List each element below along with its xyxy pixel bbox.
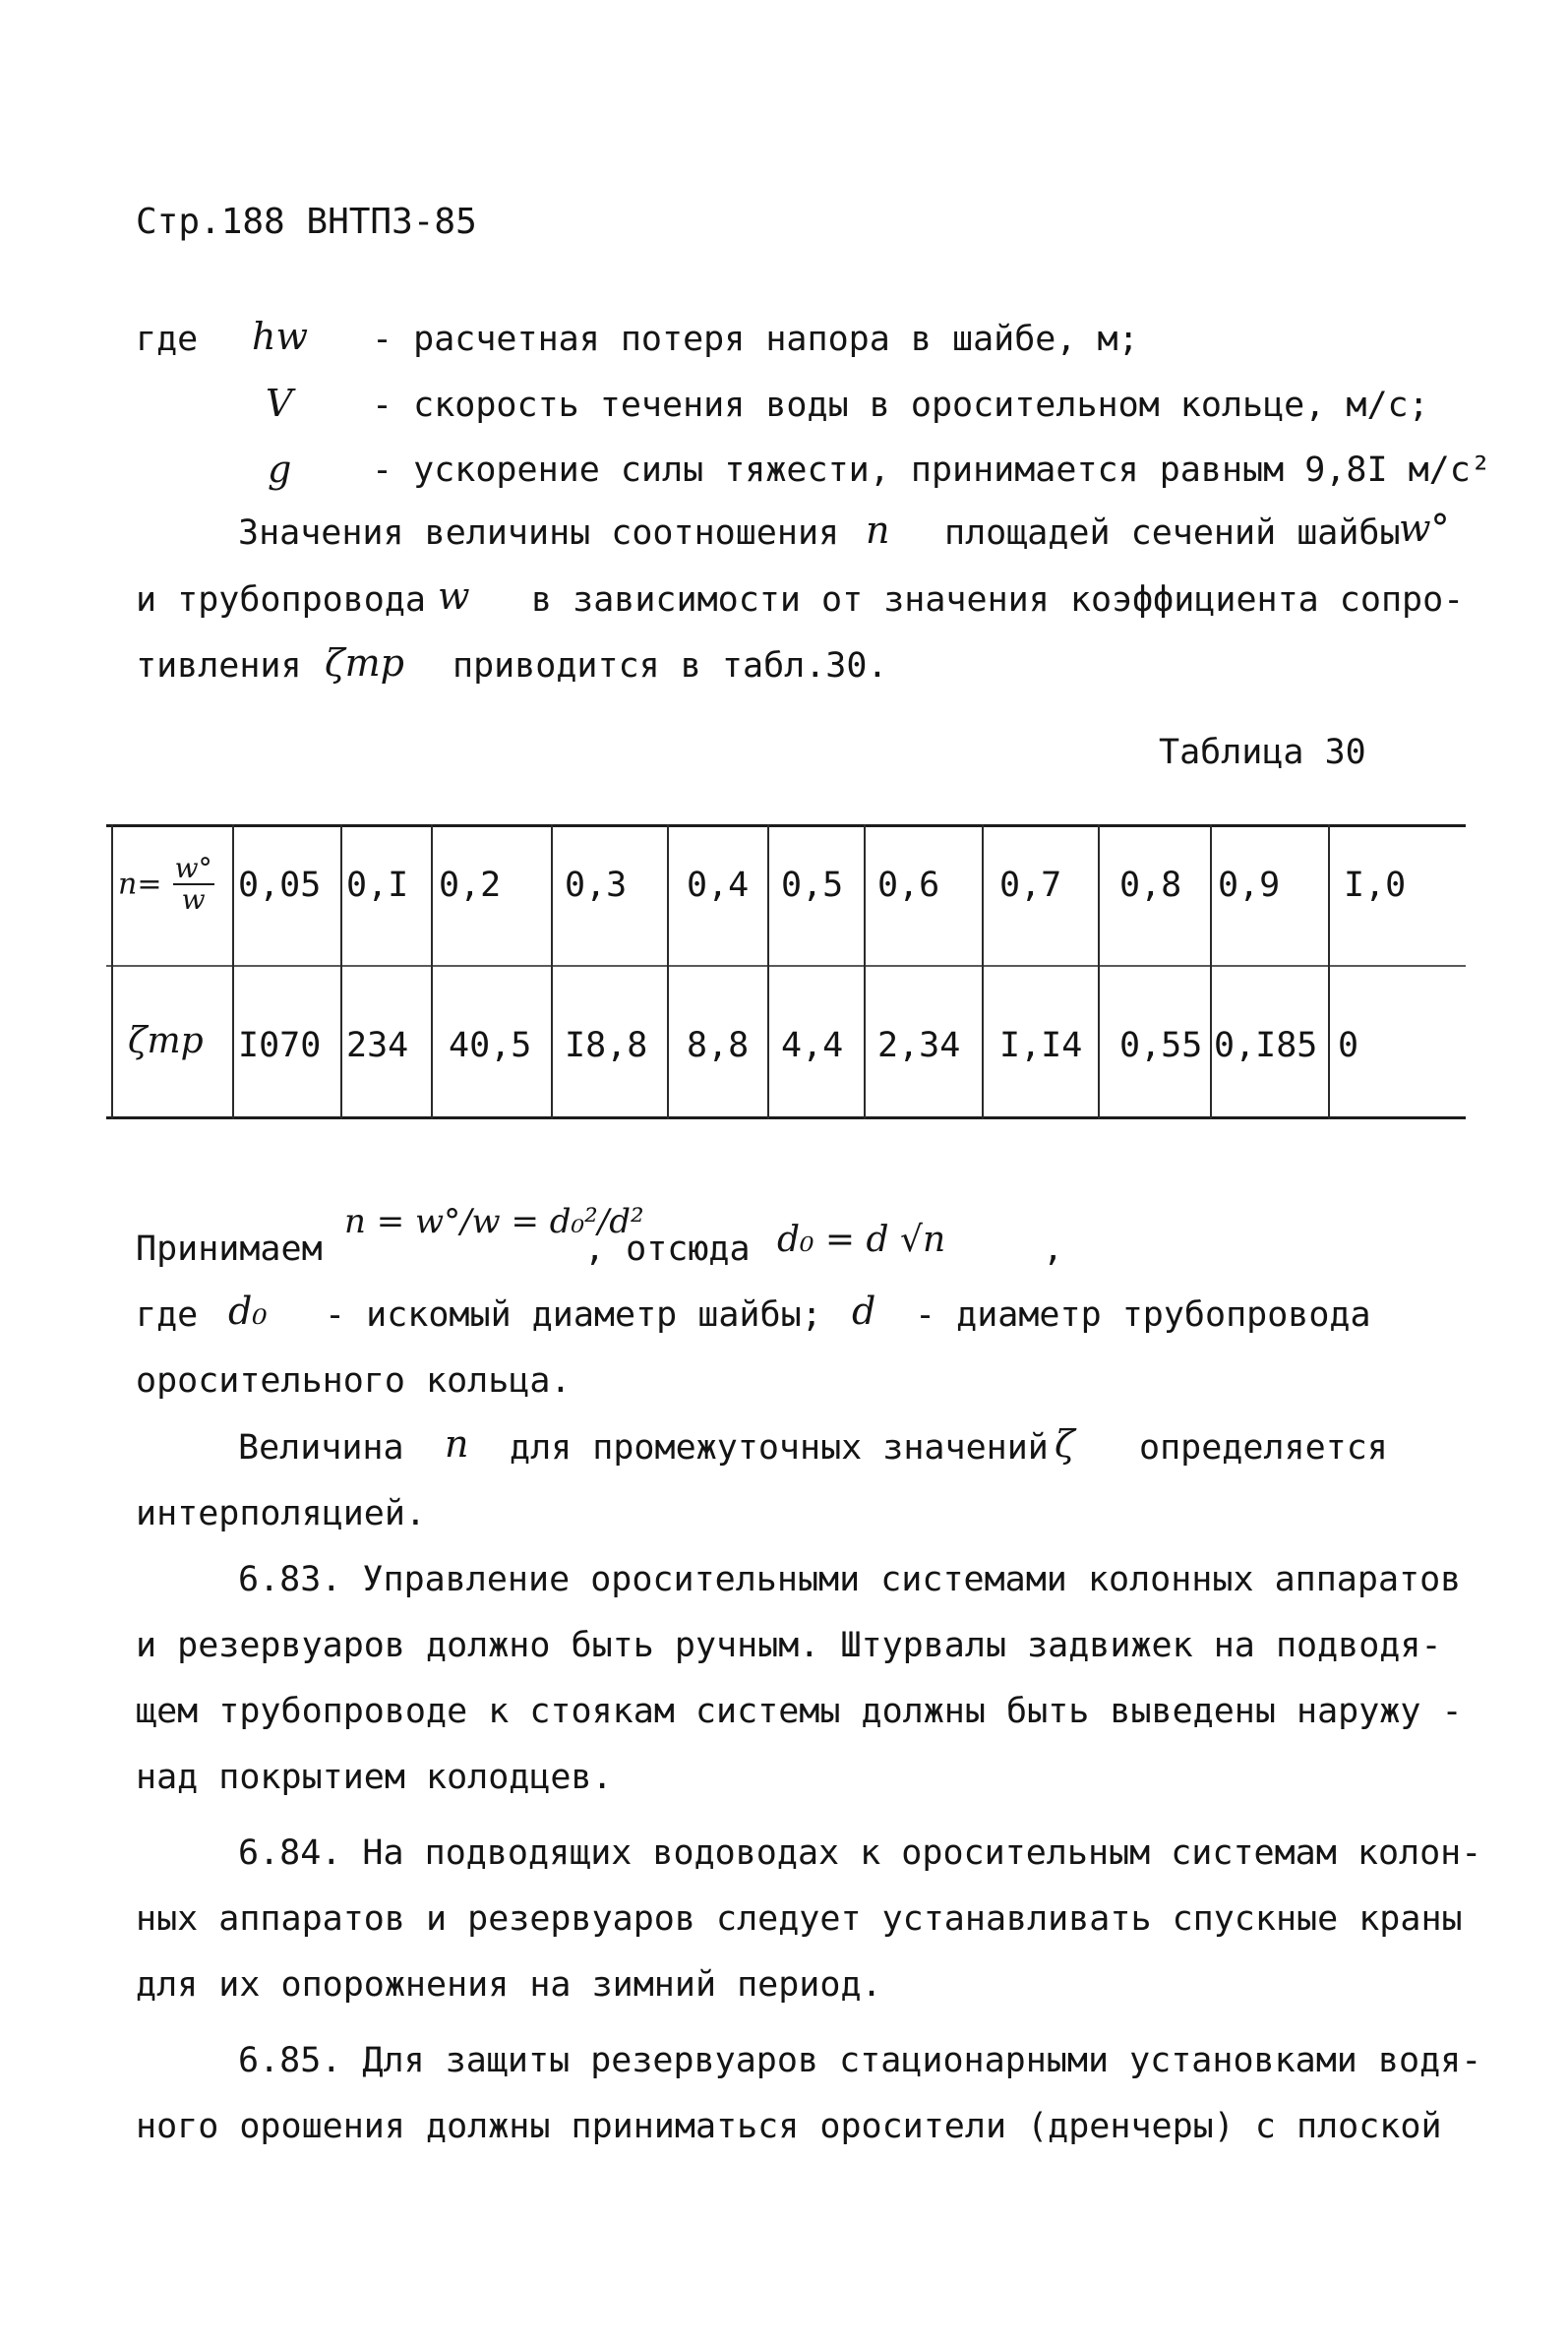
zeta-value: 0 <box>1338 1026 1359 1065</box>
coefficient-table <box>106 824 1466 1119</box>
symbol-hw: hw <box>252 315 308 358</box>
intro-text: площадей сечений шайбы <box>944 513 1401 553</box>
table-caption: Таблица 30 <box>1159 733 1366 772</box>
paragraph-6-84: для их опорожнения на зимний период. <box>136 1965 882 2005</box>
n-value: 0,05 <box>238 866 322 905</box>
zeta-value: I070 <box>238 1026 322 1065</box>
row-header-zeta: ζтр <box>128 1021 204 1061</box>
definition-lead: где <box>136 320 199 359</box>
table-rule-top <box>106 824 1466 827</box>
fraction-denominator: w <box>181 883 206 916</box>
table-column-divider <box>232 824 234 1119</box>
n-value: 0,7 <box>999 866 1062 905</box>
table-rule-middle <box>106 965 1466 967</box>
n-value: 0,8 <box>1119 866 1182 905</box>
symbol-g: g <box>268 448 292 491</box>
zeta-value: 40,5 <box>449 1026 532 1065</box>
paragraph-6-85: 6.85. Для защиты резервуаров стационарными установками водя- <box>238 2041 1482 2080</box>
row-header-n <box>118 854 214 915</box>
body-text: Величина <box>238 1428 404 1468</box>
table-column-divider <box>767 824 769 1119</box>
definition-g: - ускорение силы тяжести, принимается равным 9,8I м/с² <box>372 450 1491 490</box>
body-text: где <box>136 1295 199 1335</box>
body-text: Принимаем <box>136 1230 323 1269</box>
body-text: интерполяцией. <box>136 1494 427 1533</box>
n-value: 0,3 <box>565 866 628 905</box>
body-text: - диаметр трубопровода <box>915 1295 1371 1335</box>
intro-text: в зависимости от значения коэффициента сопро- <box>531 580 1465 620</box>
zeta-value: 2,34 <box>877 1026 961 1065</box>
n-value: 0,2 <box>439 866 502 905</box>
zeta-value: 8,8 <box>687 1026 750 1065</box>
body-text: оросительного кольца. <box>136 1361 572 1401</box>
formula-d0: d₀ = d √n <box>777 1220 946 1260</box>
symbol-n: n <box>866 509 890 552</box>
n-value: 0,9 <box>1218 866 1281 905</box>
intro-text: и трубопровода <box>136 580 427 620</box>
definition-hw: - расчетная потеря напора в шайбе, м; <box>372 320 1139 359</box>
symbol-w0: w° <box>1399 507 1450 550</box>
table-column-divider <box>1328 824 1330 1119</box>
table-column-divider <box>864 824 866 1119</box>
paragraph-6-85: ного орошения должны приниматься оросители (дренчеры) с плоской <box>136 2107 1442 2146</box>
fraction-numerator: w° <box>174 852 212 884</box>
page-header: Стр.188 ВНТПЗ-85 <box>136 202 477 242</box>
table-column-divider <box>551 824 553 1119</box>
table-column-divider <box>1098 824 1100 1119</box>
paragraph-6-84: ных аппаратов и резервуаров следует устанавливать спускные краны <box>136 1899 1463 1939</box>
definition-v: - скорость течения воды в оросительном кольце, м/с; <box>372 386 1429 425</box>
body-text: , <box>1043 1230 1064 1269</box>
zeta-value: 4,4 <box>781 1026 844 1065</box>
body-text: , отсюда <box>584 1230 751 1269</box>
paragraph-6-83: 6.83. Управление оросительными системами колонных аппаратов <box>238 1560 1462 1599</box>
symbol-zeta-tr: ζтр <box>325 641 404 685</box>
table-column-divider <box>1210 824 1212 1119</box>
row-header-n-fraction <box>173 854 214 915</box>
symbol-v: V <box>266 382 293 425</box>
paragraph-6-83: щем трубопроводе к стоякам системы должны быть выведены наружу - <box>136 1692 1463 1731</box>
table-column-divider <box>667 824 669 1119</box>
row-header-n-lhs: n= <box>118 867 162 902</box>
table-rule-bottom <box>106 1116 1466 1119</box>
n-value: I,0 <box>1344 866 1407 905</box>
body-text: для промежуточных значений <box>510 1428 1049 1468</box>
n-value: 0,4 <box>687 866 750 905</box>
body-text: - искомый диаметр шайбы; <box>325 1295 822 1335</box>
zeta-value: I,I4 <box>999 1026 1083 1065</box>
n-value: 0,5 <box>781 866 844 905</box>
zeta-value: 0,55 <box>1119 1026 1203 1065</box>
body-text: определяется <box>1139 1428 1388 1468</box>
symbol-d0: d₀ <box>228 1290 268 1333</box>
intro-text: тивления <box>136 646 302 686</box>
table-column-divider <box>111 824 113 1119</box>
intro-text: приводится в табл.30. <box>452 646 888 686</box>
n-value: 0,I <box>346 866 409 905</box>
symbol-w: w <box>438 574 470 618</box>
paragraph-6-84: 6.84. На подводящих водоводах к оросительным системам колон- <box>238 1833 1482 1873</box>
intro-text: Значения величины соотношения <box>238 513 840 553</box>
zeta-value: I8,8 <box>565 1026 648 1065</box>
n-value: 0,6 <box>877 866 940 905</box>
table-column-divider <box>982 824 984 1119</box>
zeta-value: 0,I85 <box>1214 1026 1318 1065</box>
symbol-zeta: ζ <box>1055 1422 1075 1466</box>
paragraph-6-83: и резервуаров должно быть ручным. Штурвалы задвижек на подводя- <box>136 1626 1442 1665</box>
formula-n-ratio: n = w°/w = d₀²/d² <box>344 1202 644 1241</box>
symbol-n: n <box>445 1422 469 1466</box>
table-column-divider <box>431 824 433 1119</box>
paragraph-6-83: над покрытием колодцев. <box>136 1758 613 1797</box>
symbol-d: d <box>852 1290 876 1333</box>
table-column-divider <box>340 824 342 1119</box>
zeta-value: 234 <box>346 1026 409 1065</box>
